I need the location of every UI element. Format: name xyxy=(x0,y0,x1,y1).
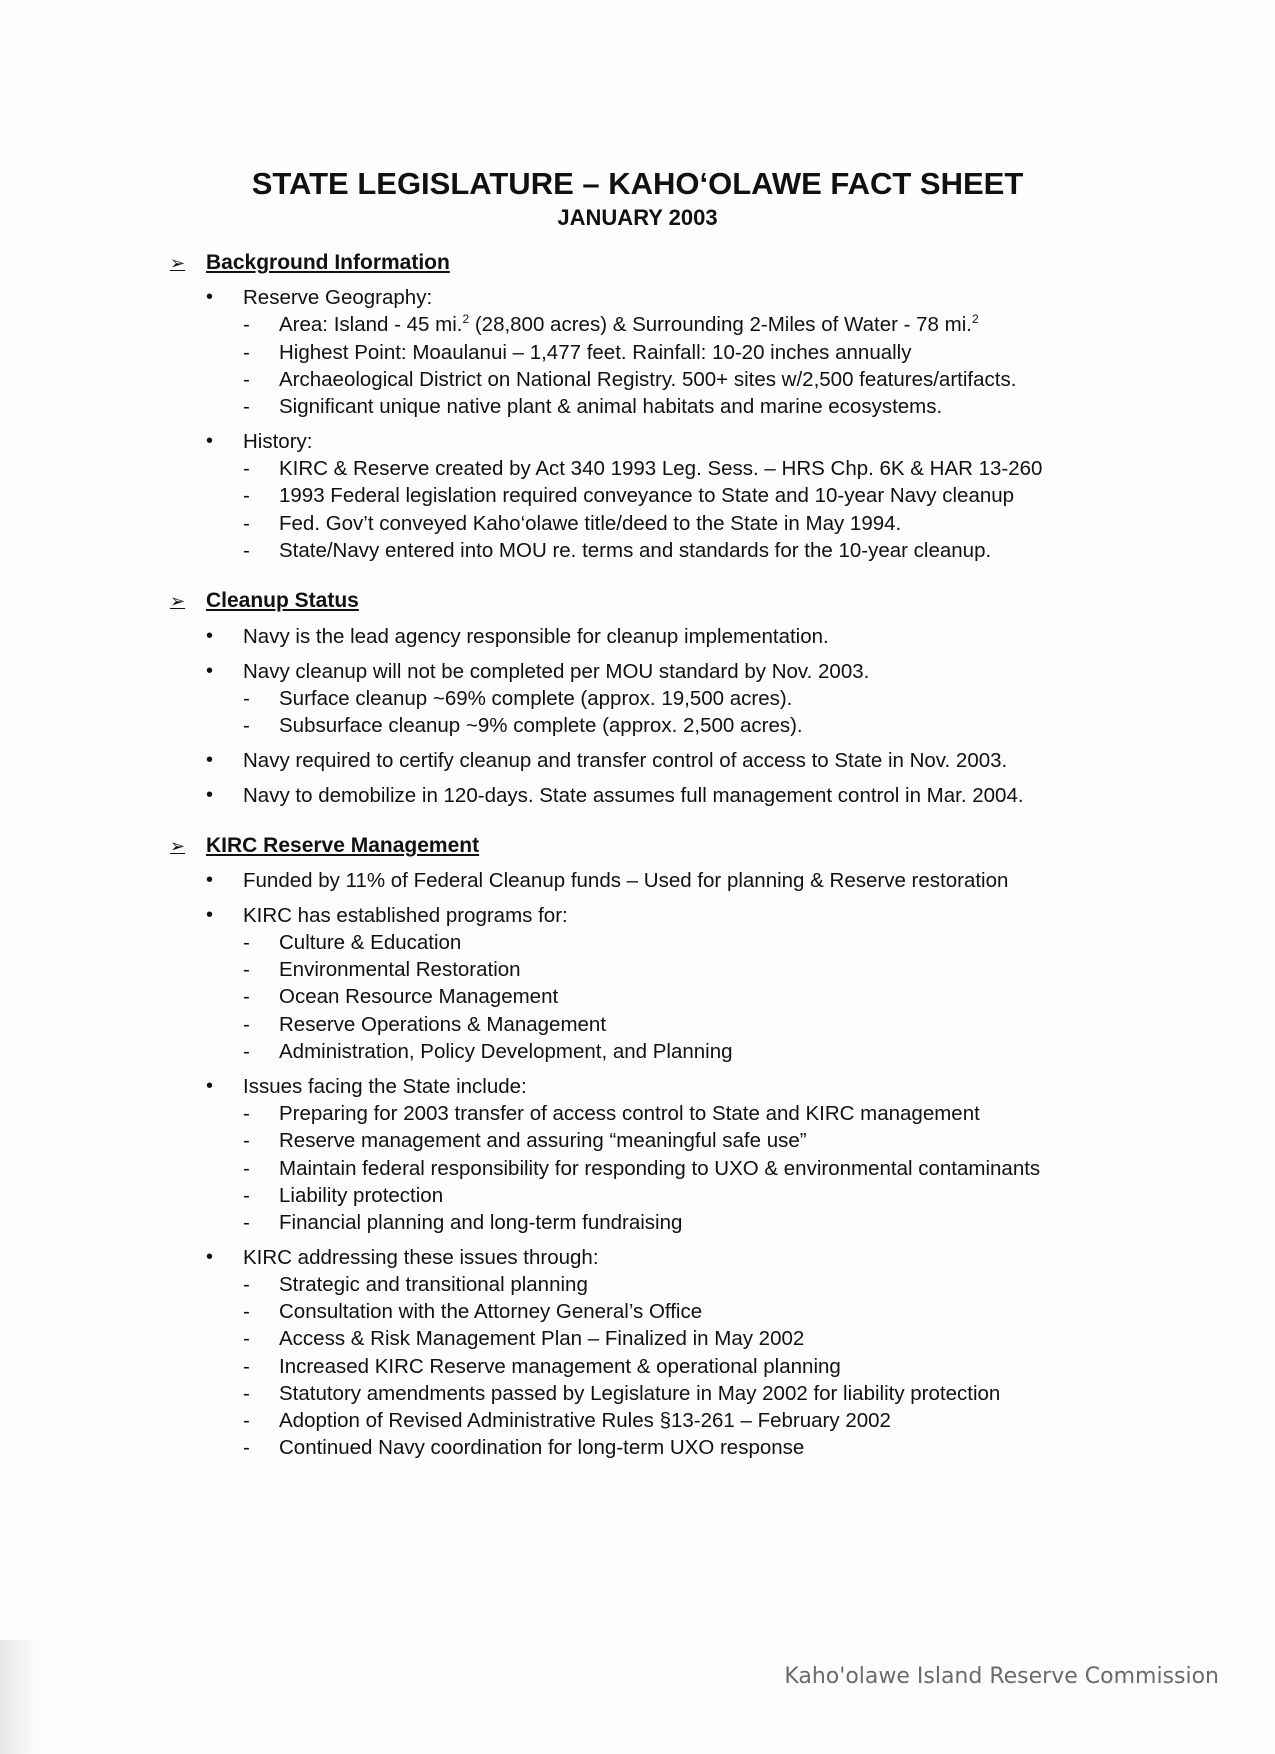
list-item xyxy=(206,286,432,310)
section-heading-kirc xyxy=(170,834,479,858)
list-subitem xyxy=(243,1327,804,1351)
list-subitem-text: Statutory amendments passed by Legislature in May 2002 for liability protection xyxy=(279,1382,1001,1405)
list-item-text: History: xyxy=(243,430,313,453)
dash-icon: - xyxy=(243,1300,250,1323)
bullet-icon: • xyxy=(206,625,214,647)
list-subitem-text: Financial planning and long-term fundraising xyxy=(279,1211,683,1234)
list-subitem-text: Administration, Policy Development, and Planning xyxy=(279,1040,733,1063)
page-subtitle: JANUARY 2003 xyxy=(557,205,718,230)
arrow-bullet-icon: ➢ xyxy=(170,835,186,856)
bullet-icon: • xyxy=(206,430,214,452)
dash-icon: - xyxy=(243,1327,250,1350)
dash-icon: - xyxy=(243,931,250,954)
section-heading-background xyxy=(170,251,450,275)
list-subitem xyxy=(243,313,979,337)
dash-icon: - xyxy=(243,1355,250,1378)
list-subitem xyxy=(243,1157,1040,1181)
list-subitem-text: KIRC & Reserve created by Act 340 1993 Leg. Sess. – HRS Chp. 6K & HAR 13-260 xyxy=(279,457,1043,480)
bullet-icon: • xyxy=(206,904,214,926)
list-item-text: Navy is the lead agency responsible for cleanup implementation. xyxy=(243,625,829,648)
list-item xyxy=(206,430,312,454)
bullet-icon: • xyxy=(206,784,214,806)
bullet-icon: • xyxy=(206,869,214,891)
list-item-text: KIRC has established programs for: xyxy=(243,904,568,927)
area-text: Area: Island - 45 mi.$^2$ (28,800 acres) & Surrounding 2-Miles of Water - 78 mi.$^2$ xyxy=(279,312,979,336)
list-subitem-text: Consultation with the Attorney General’s Office xyxy=(279,1300,703,1323)
list-subitem-text: Continued Navy coordination for long-term UXO response xyxy=(279,1436,805,1459)
list-item-text: Issues facing the State include: xyxy=(243,1075,527,1098)
list-subitem-text: Reserve Operations & Management xyxy=(279,1013,607,1036)
dash-icon: - xyxy=(243,1102,250,1125)
dash-icon: - xyxy=(243,1211,250,1234)
bullet-icon: • xyxy=(206,1246,214,1268)
list-subitem-text: Surface cleanup ~69% complete (approx. 19,500 acres). xyxy=(279,687,793,710)
dash-icon: - xyxy=(243,341,250,364)
list-item xyxy=(206,625,829,649)
dash-icon: - xyxy=(243,313,250,336)
list-subitem xyxy=(243,539,991,563)
list-item xyxy=(206,1246,599,1270)
list-subitem xyxy=(243,1355,841,1379)
list-subitem-text: Fed. Gov’t conveyed Kaho‘olawe title/deed to the State in May 1994. xyxy=(279,512,902,535)
list-subitem xyxy=(243,457,1042,481)
list-subitem-text: 1993 Federal legislation required conveyance to State and 10-year Navy cleanup xyxy=(279,484,1015,507)
list-subitem xyxy=(243,484,1014,508)
list-subitem-text: Strategic and transitional planning xyxy=(279,1273,588,1296)
dash-icon: - xyxy=(243,512,250,535)
list-subitem-text: Liability protection xyxy=(279,1184,444,1207)
dash-icon: - xyxy=(243,1129,250,1152)
list-subitem xyxy=(243,1300,702,1324)
list-subitem xyxy=(243,1040,733,1064)
list-item-text: Navy to demobilize in 120-days. State assumes full management control in Mar. 2004. xyxy=(243,784,1024,807)
scan-edge-shadow xyxy=(0,1640,40,1754)
dash-icon: - xyxy=(243,1436,250,1459)
bullet-icon: • xyxy=(206,286,214,308)
dash-icon: - xyxy=(243,1040,250,1063)
list-item xyxy=(206,904,568,928)
list-subitem xyxy=(243,395,942,419)
dash-icon: - xyxy=(243,687,250,710)
list-subitem-text: Environmental Restoration xyxy=(279,958,521,981)
list-subitem-text: Adoption of Revised Administrative Rules §13-261 – February 2002 xyxy=(279,1409,891,1432)
list-subitem-text: Highest Point: Moaulanui – 1,477 feet. Rainfall: 10-20 inches annually xyxy=(279,341,912,364)
page-title: STATE LEGISLATURE – KAHO‘OLAWE FACT SHEET xyxy=(251,166,1024,201)
list-subitem xyxy=(243,1273,588,1297)
section-heading-label: Cleanup Status xyxy=(206,589,359,612)
dash-icon: - xyxy=(243,1013,250,1036)
list-subitem xyxy=(243,1184,443,1208)
list-subitem xyxy=(243,1409,891,1433)
dash-icon: - xyxy=(243,457,250,480)
list-subitem-text: Reserve management and assuring “meaningful safe use” xyxy=(279,1129,807,1152)
dash-icon: - xyxy=(243,1184,250,1207)
list-subitem-text: Subsurface cleanup ~9% complete (approx. 2,500 acres). xyxy=(279,714,803,737)
list-item-text: Navy cleanup will not be completed per MOU standard by Nov. 2003. xyxy=(243,660,870,683)
dash-icon: - xyxy=(243,958,250,981)
list-item-text: Reserve Geography: xyxy=(243,286,433,309)
list-subitem xyxy=(243,931,461,955)
dash-icon: - xyxy=(243,1273,250,1296)
list-subitem xyxy=(243,714,803,738)
bullet-icon: • xyxy=(206,1075,214,1097)
list-subitem xyxy=(243,1436,804,1460)
list-subitem-text: Significant unique native plant & animal habitats and marine ecosystems. xyxy=(279,395,943,418)
dash-icon: - xyxy=(243,368,250,391)
dash-icon: - xyxy=(243,714,250,737)
section-heading-label: KIRC Reserve Management xyxy=(206,834,480,857)
list-item-text: KIRC addressing these issues through: xyxy=(243,1246,599,1269)
list-item xyxy=(206,660,869,684)
list-subitem-text: State/Navy entered into MOU re. terms and standards for the 10-year cleanup. xyxy=(279,539,992,562)
list-subitem-text: Culture & Education xyxy=(279,931,462,954)
list-item xyxy=(206,869,1008,893)
list-subitem xyxy=(243,1013,606,1037)
list-subitem xyxy=(243,985,558,1009)
dash-icon: - xyxy=(243,539,250,562)
dash-icon: - xyxy=(243,1382,250,1405)
arrow-bullet-icon: ➢ xyxy=(170,590,186,611)
list-item xyxy=(206,1075,527,1099)
dash-icon: - xyxy=(243,1157,250,1180)
arrow-bullet-icon: ➢ xyxy=(170,252,186,273)
list-subitem xyxy=(243,1102,980,1126)
list-subitem xyxy=(243,958,521,982)
list-subitem xyxy=(243,368,1016,392)
footer-watermark: Kaho'olawe Island Reserve Commission xyxy=(784,1664,1219,1689)
section-heading-cleanup xyxy=(170,589,359,613)
bullet-icon: • xyxy=(206,749,214,771)
list-subitem xyxy=(243,687,792,711)
list-subitem-text: Access & Risk Management Plan – Finalized in May 2002 xyxy=(279,1327,805,1350)
dash-icon: - xyxy=(243,985,250,1008)
list-subitem-text: Preparing for 2003 transfer of access control to State and KIRC management xyxy=(279,1102,980,1125)
dash-icon: - xyxy=(243,1409,250,1432)
dash-icon: - xyxy=(243,484,250,507)
section-heading-label: Background Information xyxy=(206,251,450,274)
list-item-text: Navy required to certify cleanup and transfer control of access to State in Nov. 2003. xyxy=(243,749,1008,772)
list-subitem xyxy=(243,1129,807,1153)
list-item-text: Funded by 11% of Federal Cleanup funds – Used for planning & Reserve restoration xyxy=(243,869,1009,892)
list-subitem xyxy=(243,512,901,536)
dash-icon: - xyxy=(243,395,250,418)
list-subitem xyxy=(243,341,912,365)
list-subitem-text: Ocean Resource Management xyxy=(279,985,559,1008)
list-subitem xyxy=(243,1382,1000,1406)
list-subitem-text: Increased KIRC Reserve management & operational planning xyxy=(279,1355,841,1378)
list-subitem-text: Archaeological District on National Registry. 500+ sites w/2,500 features/artifacts. xyxy=(279,368,1017,391)
bullet-icon: • xyxy=(206,660,214,682)
list-subitem-text: Maintain federal responsibility for responding to UXO & environmental contaminants xyxy=(279,1157,1041,1180)
list-item xyxy=(206,784,1024,808)
list-item xyxy=(206,749,1007,773)
list-subitem xyxy=(243,1211,682,1235)
